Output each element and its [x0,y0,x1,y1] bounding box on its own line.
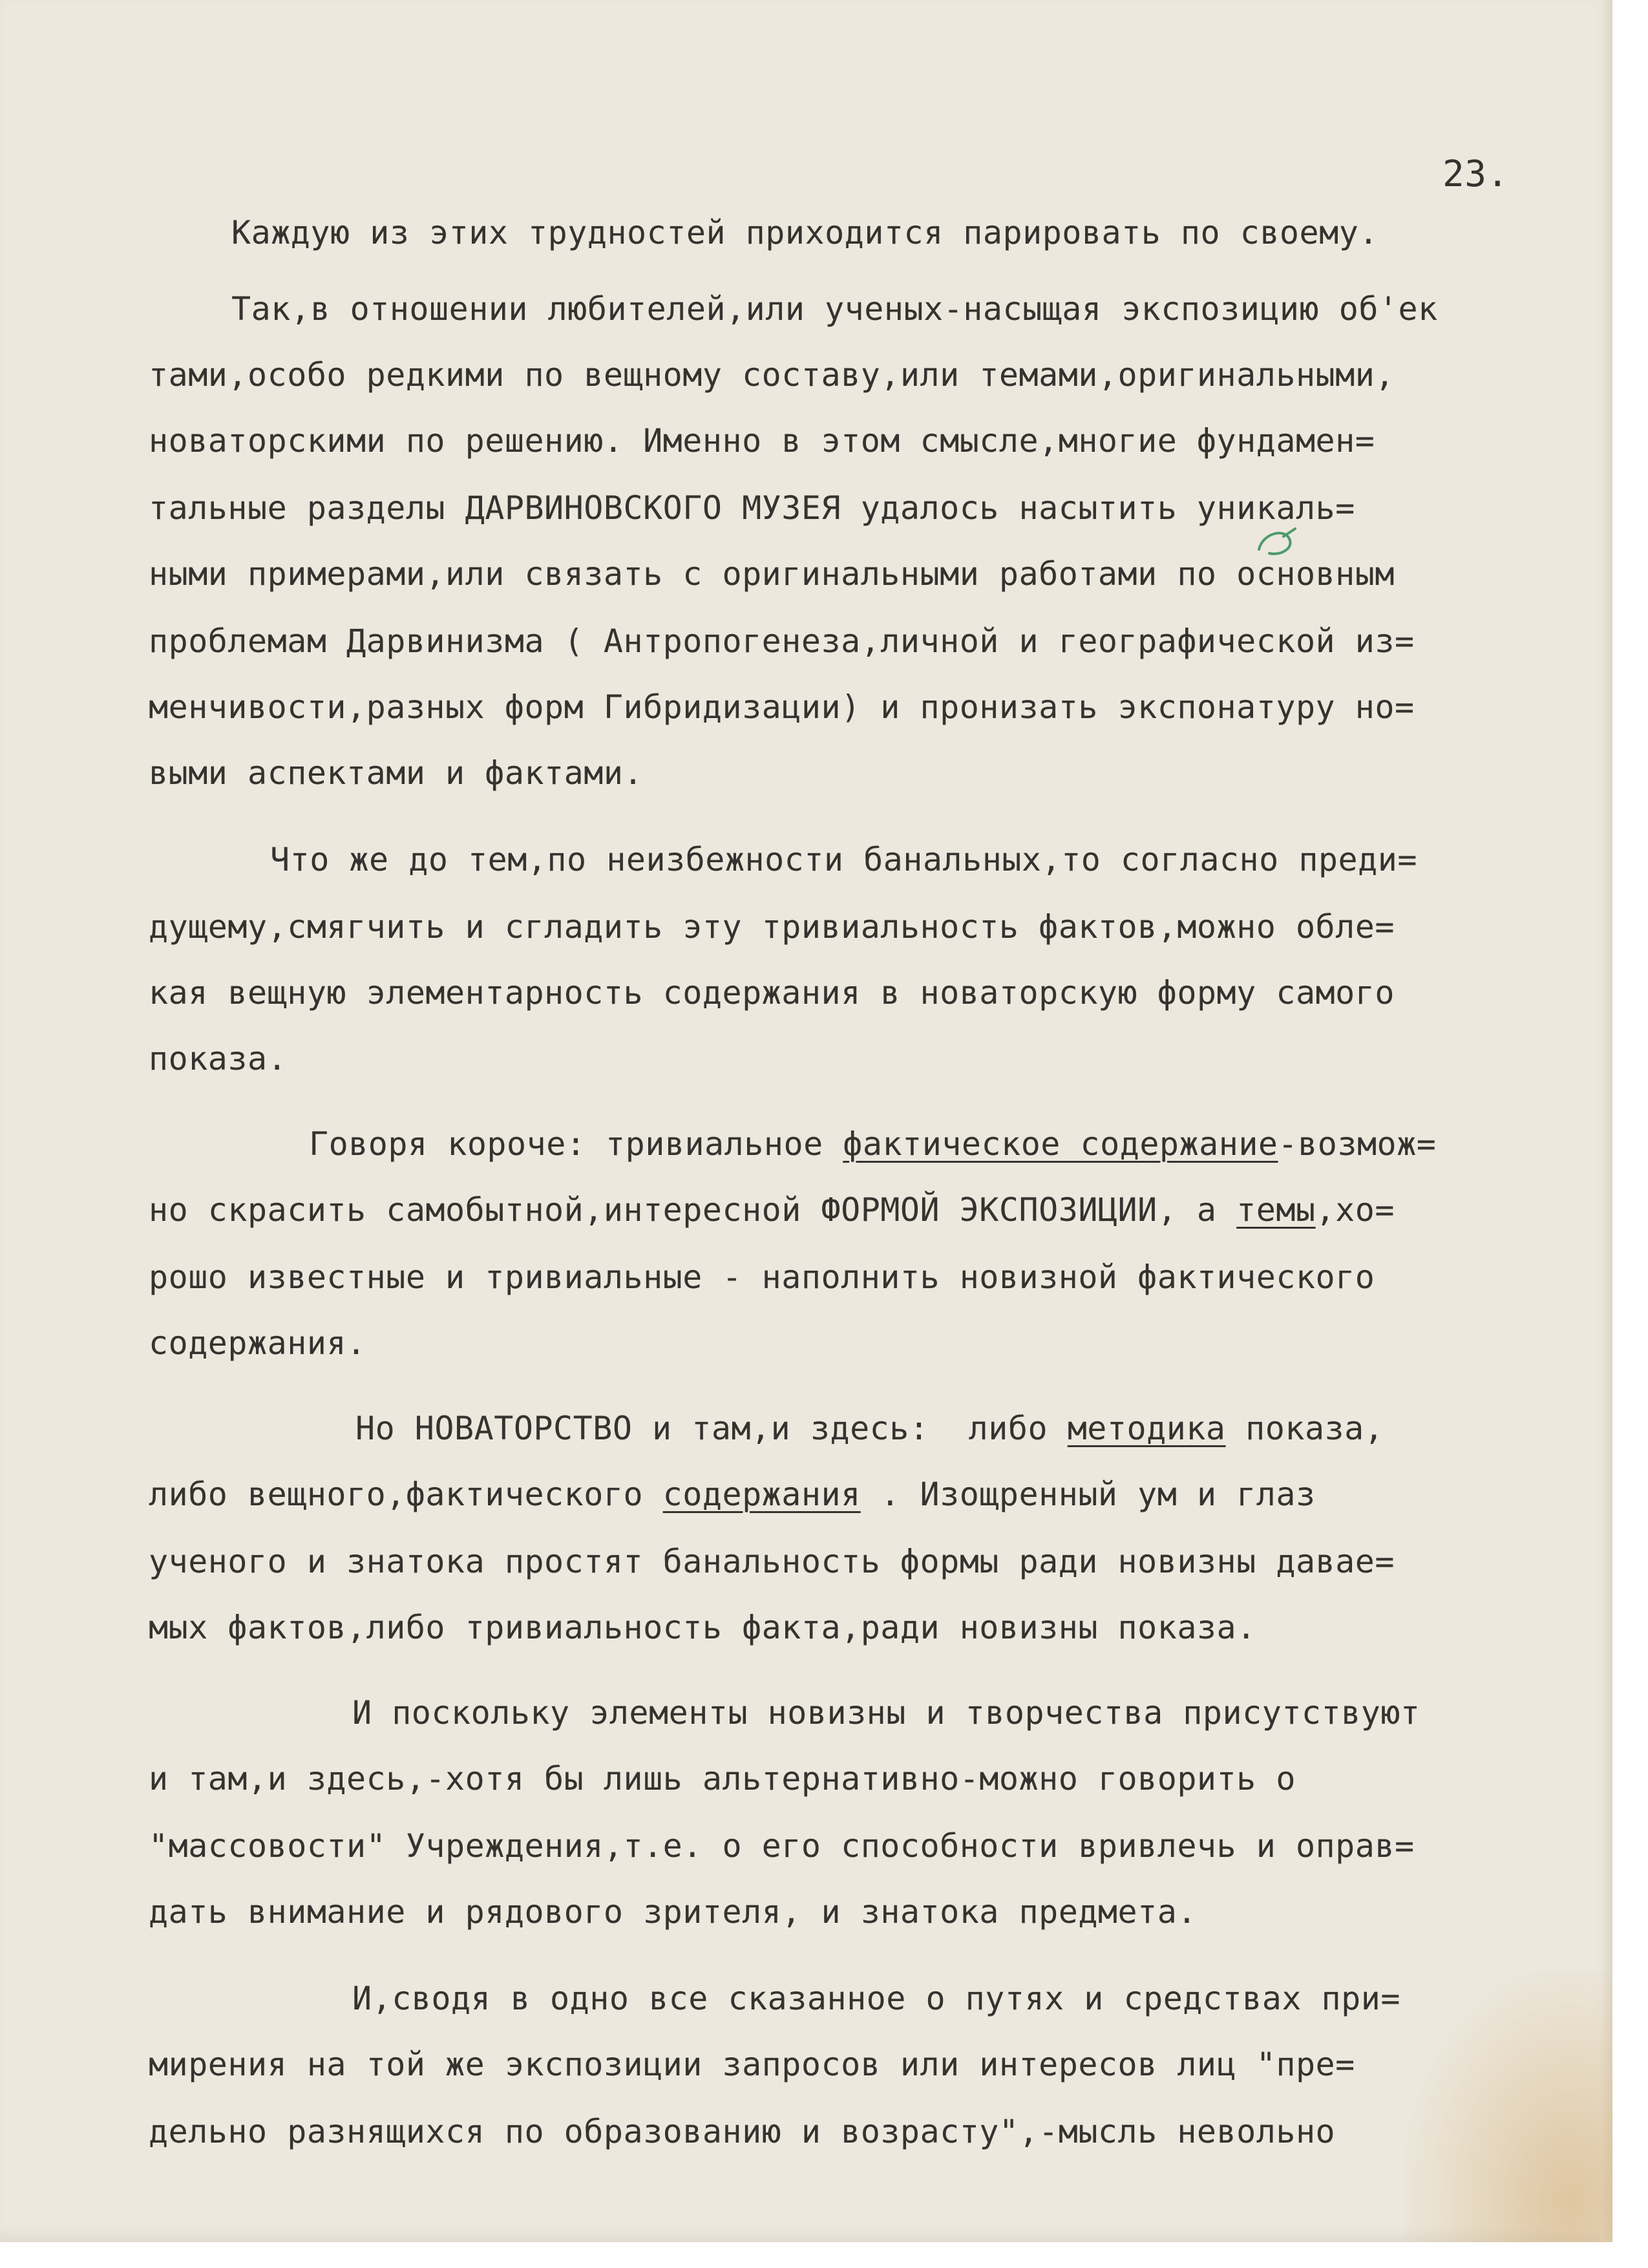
text-line: "массовости" Учреждения,т.е. о его способности вривлечь и оправ= [149,1827,1415,1865]
text-line [309,1125,1436,1163]
text-line: Что же до тем,по неизбежности банальных,то согласно преди= [270,841,1417,878]
text-line [149,1191,1395,1229]
text-segment: Но НОВАТОРСТВО и там,и здесь: либо [355,1410,1068,1447]
text-line: и там,и здесь,-хотя бы лишь альтернативно-можно говорить о [149,1760,1296,1797]
text-line: тами,особо редкими по вещному составу,или темами,оригинальными, [149,356,1395,394]
text-line: новаторскими по решению. Именно в этом смысле,многие фундамен= [149,422,1375,460]
text-line: показа. [149,1040,288,1077]
text-line: рошо известные и тривиальные - наполнить новизной фактического [149,1258,1375,1296]
page-number: 23. [1442,153,1509,195]
text-line: кая вещную элементарность содержания в новаторскую форму самого [149,974,1395,1012]
text-line: содержания. [149,1324,366,1362]
text-line: дельно разнящихся по образованию и возрасту",-мысль невольно [149,2113,1336,2150]
text-line: дущему,смягчить и сгладить эту тривиальность фактов,можно обле= [149,908,1395,946]
text-line: мых фактов,либо тривиальность факта,ради новизны показа. [149,1609,1256,1646]
pen-check-mark [1254,524,1299,562]
underlined-phrase: содержания [662,1476,861,1513]
text-line: И,сводя в одно все сказанное о путях и средствах при= [352,1980,1400,2017]
text-line: ученого и знатока простят банальность формы ради новизны давае= [149,1543,1395,1580]
text-line: дать внимание и рядового зрителя, и знатока предмета. [149,1893,1197,1931]
text-line: выми аспектами и фактами. [149,754,644,792]
text-line: И поскольку элементы новизны и творчества присутствуют [352,1694,1421,1732]
paper-stain [1406,1971,1612,2242]
text-segment: . Изощренный ум и глаз [860,1476,1316,1513]
text-segment: -возмож= [1278,1125,1437,1163]
text-line: Каждую из этих трудностей приходится парировать по своему. [231,214,1379,251]
text-line: менчивости,разных форм Гибридизации) и пронизать экспонатуру но= [149,688,1415,726]
text-line: Так,в отношении любителей,или ученых-насыщая экспозицию об'ек [231,290,1438,328]
text-line: мирения на той же экспозиции запросов или интересов лиц "пре= [149,2046,1355,2083]
underlined-phrase: темы [1236,1191,1316,1229]
underlined-phrase: фактическое содержание [843,1125,1278,1163]
text-segment: Говоря короче: тривиальное [309,1125,843,1163]
text-line: проблемам Дарвинизма ( Антропогенеза,личной и географической из= [149,622,1415,660]
text-line [149,1475,1316,1514]
text-segment: но скрасить самобытной,интересной ФОРМОЙ ЭКСПОЗИЦИИ, а [149,1191,1237,1229]
text-line: ными примерами,или связать с оригинальными работами по основным [149,555,1395,593]
text-line: тальные разделы ДАРВИНОВСКОГО МУЗЕЯ удалось насытить уникаль= [149,489,1355,527]
underlined-phrase: методика [1067,1410,1226,1447]
text-segment: показа, [1225,1410,1384,1447]
text-line [355,1409,1384,1448]
text-segment: либо вещного,фактического [149,1476,663,1513]
text-segment: ,хо= [1315,1191,1395,1229]
page-edge [1600,0,1612,2242]
